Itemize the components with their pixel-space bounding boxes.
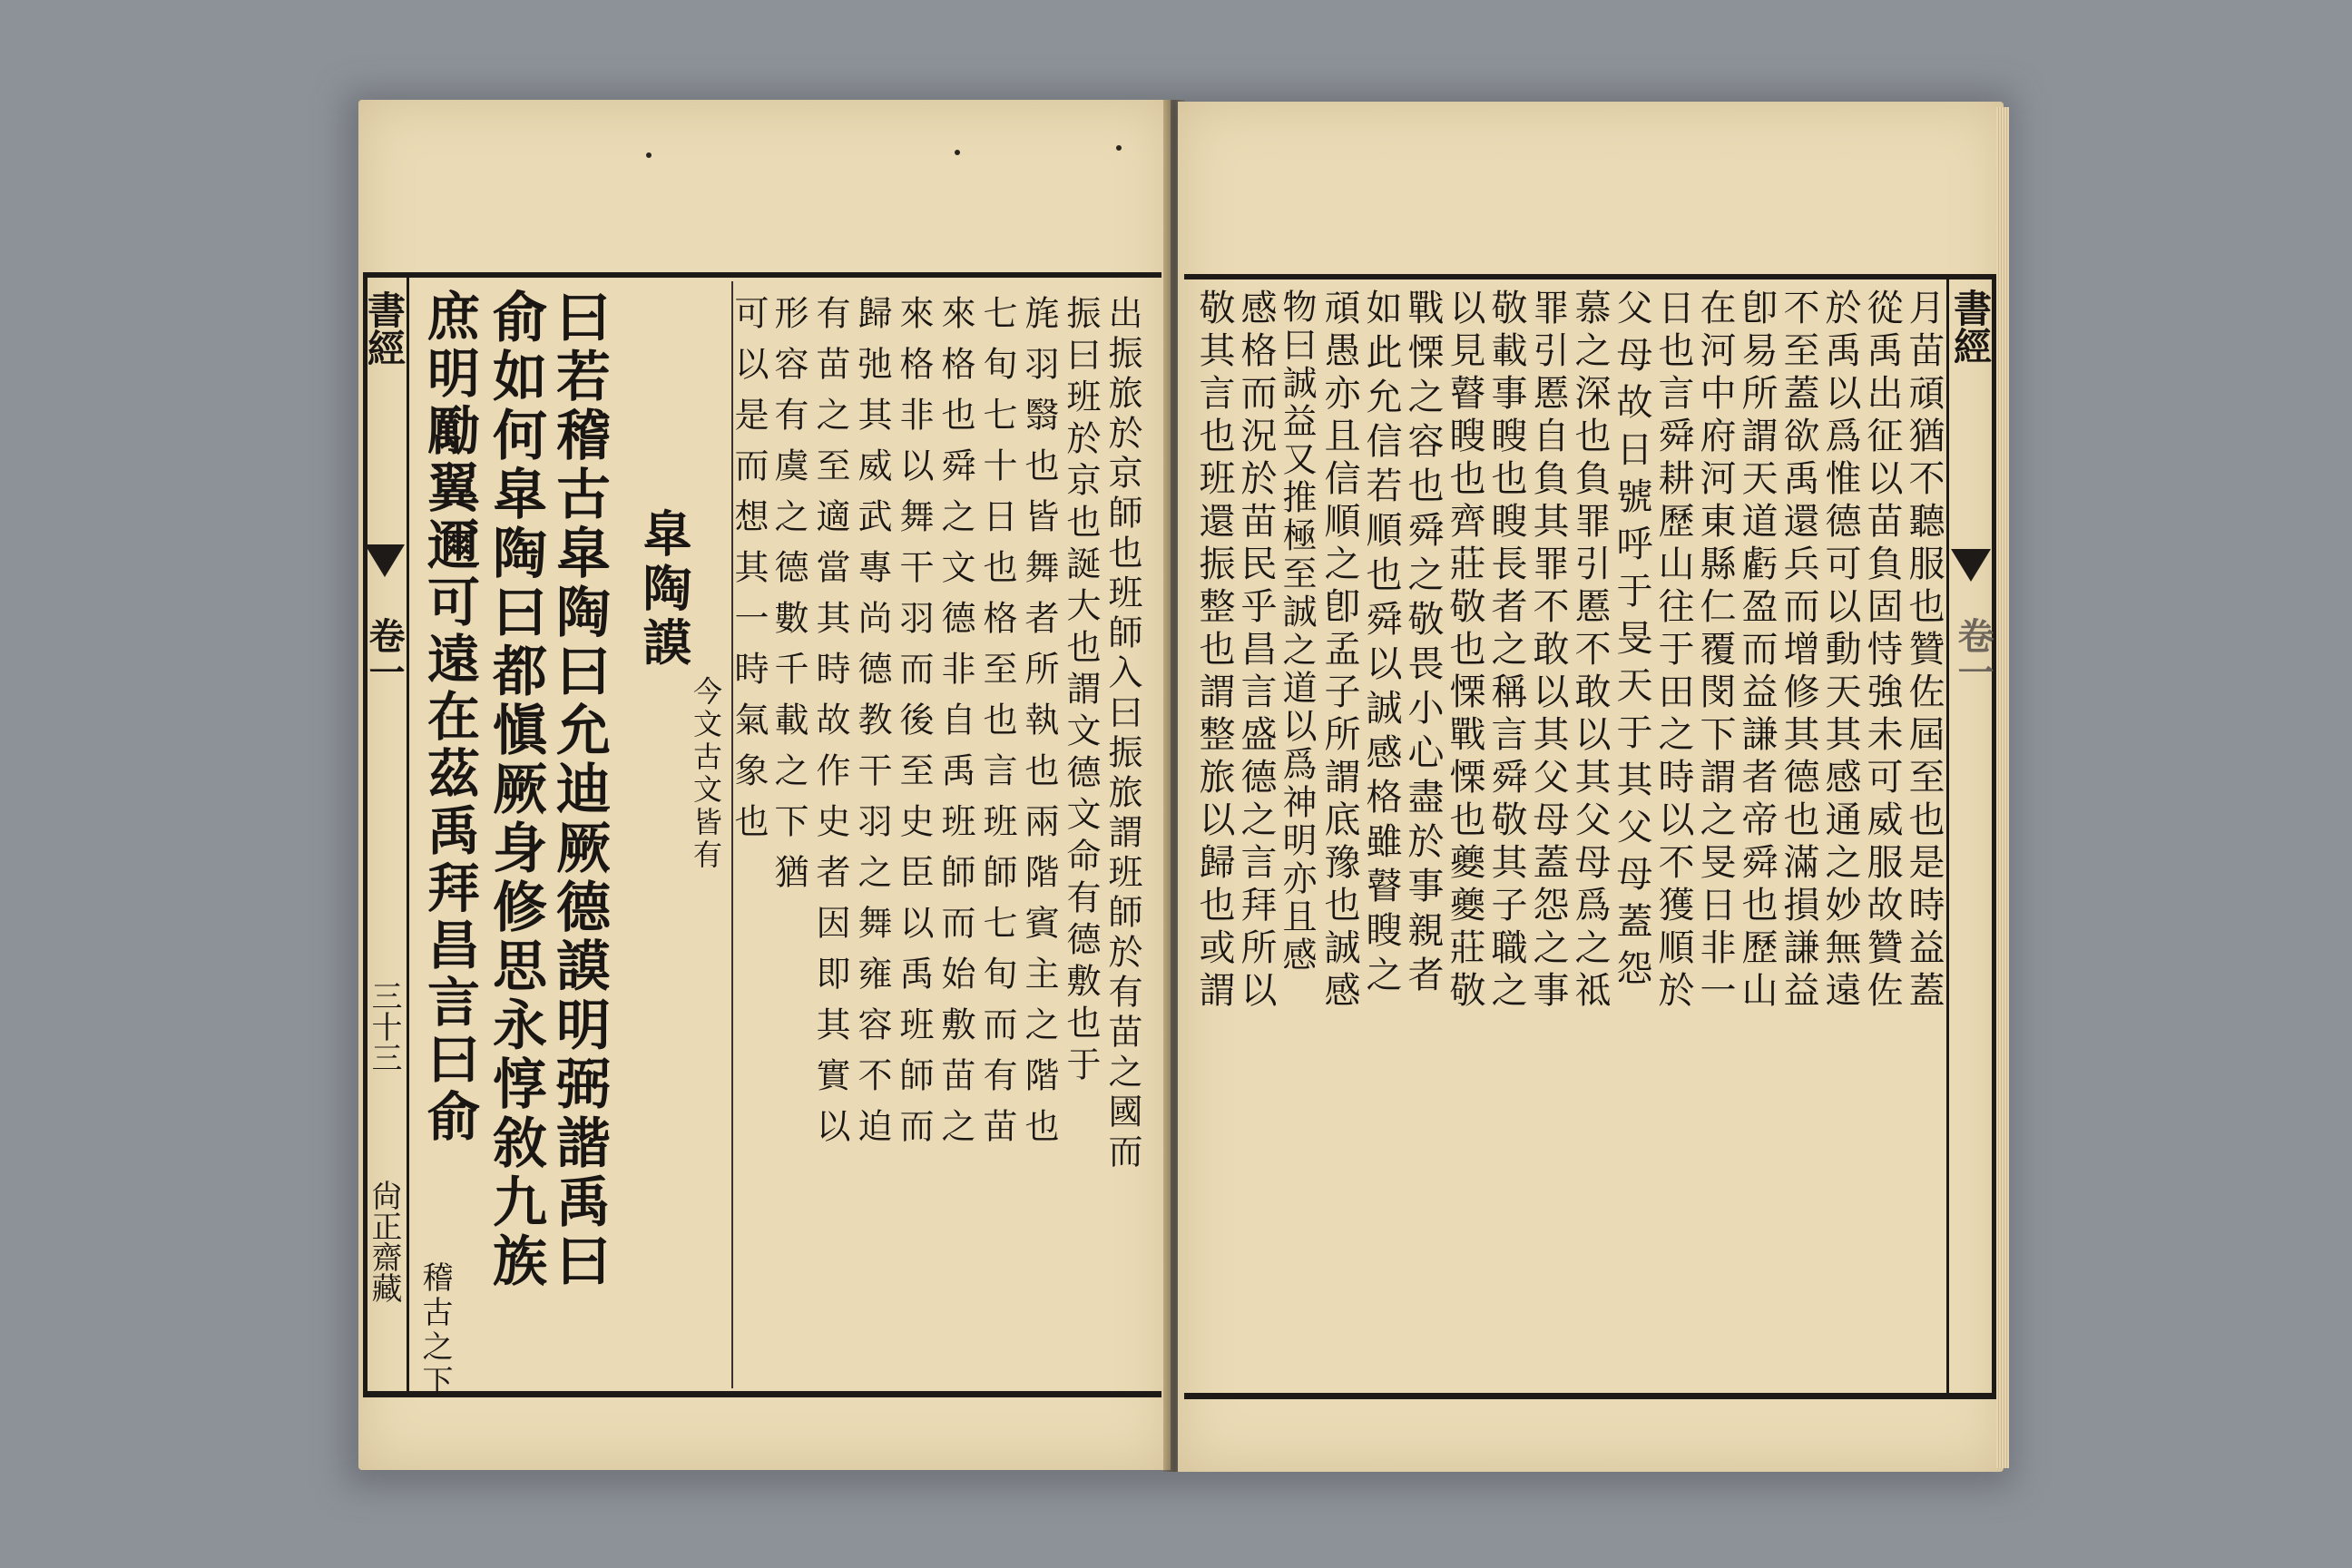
main-text-column-1: 曰若稽古皐陶曰允迪厥德謨明弼諧禹曰 — [547, 289, 611, 1291]
main-text-column-3: 庶明勵翼邇可遠在茲禹拜昌言曰俞 — [418, 289, 480, 1146]
commentary-column-9: 形容有虞之德數千載之下猶 — [769, 295, 808, 905]
right-commentary-column-17: 感格而況於苗民乎昌言盛德之言拜所以 — [1235, 289, 1277, 1014]
right-commentary-column-2: 從禹出征以苗負固恃強未可威服故贊佐 — [1861, 289, 1903, 1014]
margin-mark — [646, 152, 652, 158]
chapter-note: 今文古文皆有 — [689, 676, 723, 872]
commentary-column-4: 七旬七十日也格至也言班師七旬而有苗 — [977, 295, 1017, 1159]
fishtail-mark — [1951, 549, 1991, 582]
banxin-volume: 卷一 — [1952, 617, 1994, 690]
margin-mark — [1116, 145, 1122, 151]
right-commentary-column-18: 敬其言也班還振整也謂整旅以歸也或謂 — [1193, 289, 1235, 1014]
right-commentary-column-3: 於禹以爲惟德可以動天其感通之妙無遠 — [1819, 289, 1861, 1014]
right-commentary-column-16: 物曰誠益又推極至誠之道以爲神明亦且感 — [1277, 289, 1317, 975]
commentary-column-3: 旄羽翳也皆舞者所執也兩階賓主之階也 — [1019, 295, 1059, 1159]
main-text-column-2: 俞如何皐陶曰都愼厥身修思永惇敘九族 — [484, 289, 547, 1291]
right-commentary-column-10: 罪引慝自負其罪不敢以其父母蓋怨之事 — [1527, 289, 1569, 1014]
main-text-note: 稽古之下 — [416, 1261, 453, 1399]
right-commentary-column-8: 父母故日號呼于旻天于其父母蓋怨 — [1611, 289, 1652, 996]
commentary-column-7: 歸弛其威武專尚德教干羽之舞雍容不迫 — [852, 295, 892, 1159]
commentary-column-1: 出振旅於京師也班師入曰振旅謂班師於有苗之國而 — [1102, 295, 1142, 1173]
right-commentary-column-11: 敬載事瞍也瞍長者之稱言舜敬其子職之 — [1485, 289, 1527, 1014]
right-commentary-column-13: 戰慄之容也舜之敬畏小心盡於事親者 — [1402, 289, 1444, 1000]
banxin-publisher: 尙正齋藏 — [366, 1180, 402, 1303]
right-commentary-column-1: 月苗頑猶不聽服也贊佐屆至也是時益蓋 — [1903, 289, 1945, 1014]
right-commentary-column-15: 頑愚亦且信順之卽孟子所謂底豫也誠感 — [1318, 289, 1360, 1014]
right-commentary-column-6: 在河中府河東縣仁覆閔下謂之旻日非一 — [1694, 289, 1736, 1014]
chapter-title: 皐陶謨 — [635, 508, 693, 671]
commentary-column-5: 來格也舜之文德非自禹班師而始敷苗之 — [936, 295, 975, 1159]
fishtail-mark — [365, 544, 405, 577]
right-commentary-column-12: 以見瞽瞍也齊莊敬也慄戰慄也夔夔莊敬 — [1444, 289, 1485, 1014]
banxin-page-number: 三十三 — [366, 980, 402, 1073]
right-commentary-column-4: 不至蓋欲禹還兵而增修其德也滿損謙益 — [1778, 289, 1819, 1014]
banxin-book-title: 書經 — [362, 290, 407, 367]
right-commentary-column-5: 卽易所謂天道虧盈而益謙者帝舜也歷山 — [1736, 289, 1778, 1014]
commentary-column-10: 可以是而想其一時氣象也 — [729, 295, 769, 854]
right-banxin — [1946, 279, 1999, 1394]
banxin-book-title: 書經 — [1948, 289, 1993, 365]
commentary-column-6: 來格非以舞干羽而後至史臣以禹班師而 — [894, 295, 934, 1159]
right-commentary-column-9: 慕之深也負罪引慝不敢以其父母爲之祗 — [1569, 289, 1611, 1014]
banxin-volume: 卷一 — [363, 617, 406, 690]
margin-mark — [955, 150, 960, 155]
right-commentary-column-14: 如此允信若順也舜以誠感格雖瞽瞍之 — [1360, 289, 1402, 1000]
commentary-column-2: 振曰班於京也誕大也謂文德文命有德敷也于 — [1061, 295, 1101, 1088]
commentary-column-8: 有苗之至適當其時故作史者因即其實以 — [810, 295, 850, 1159]
right-commentary-column-7: 日也言舜耕歷山往于田之時以不獲順於 — [1652, 289, 1694, 1014]
